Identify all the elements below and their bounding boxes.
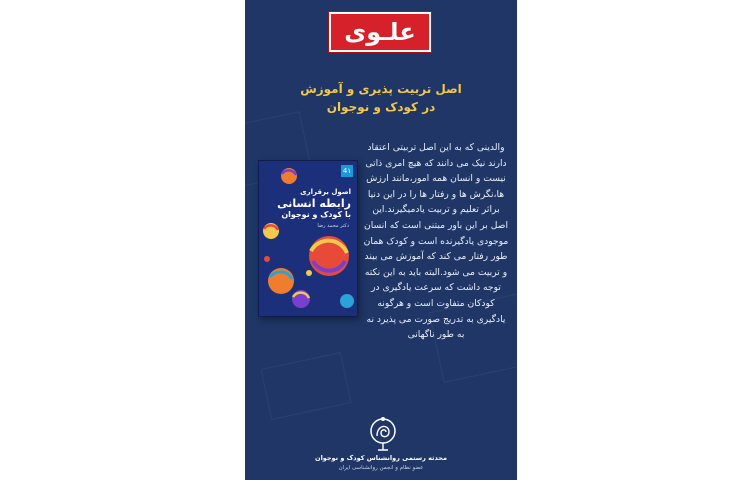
logo-text: علـوی: [344, 18, 416, 46]
book-author: دکتر محمد رضا: [317, 223, 349, 229]
book-cover: [258, 160, 358, 317]
post-panel: [245, 0, 517, 480]
book-title-line2: رابطه انسانی: [277, 197, 351, 210]
book-title-line3: با کودک و نوجوان: [281, 210, 351, 219]
background-decoration: [260, 352, 351, 420]
book-cover-art: [259, 161, 357, 316]
post-body: والدینی که به این اصل تربیتی اعتقاد دارند نیک می دانند که هیچ امری ذاتی نیست و انسان همه امور،مانند ارزش ها،نگرش ها و رفتار ها را در این دنیا براثر تعلیم و تربیت یادمیگیرند.این اصل بر این باور مبتنی است که انسان موجودی یادگیرنده است و کودک همان طور رفتار می کند که آموزش می بیند و تربیت می شود.البته باید به این نکته توجه داشت که سرعت یادگیری در کودکان متفاوت است و هرگونه یادگیری به تدریج صورت می پذیرد نه به طور ناگهانی: [363, 142, 509, 341]
book-title: [263, 187, 351, 220]
post-title: [255, 80, 507, 116]
alavi-logo: [329, 12, 431, 52]
post-title-line2: در کودک و نوجوان: [326, 100, 436, 114]
book-badge: 4۱: [342, 167, 352, 175]
book-title-line1: اصول برقراری: [300, 188, 351, 196]
post-title-line1: اصل تربیت پذیری و آموزش: [300, 82, 462, 96]
footer-subtitle: عضو نظام و انجمن روانشناسی ایران: [338, 465, 424, 471]
psychologist-logo-icon: [366, 414, 400, 452]
footer-name: محدثه رستمی روانشناس کودک و نوجوان: [315, 454, 447, 462]
